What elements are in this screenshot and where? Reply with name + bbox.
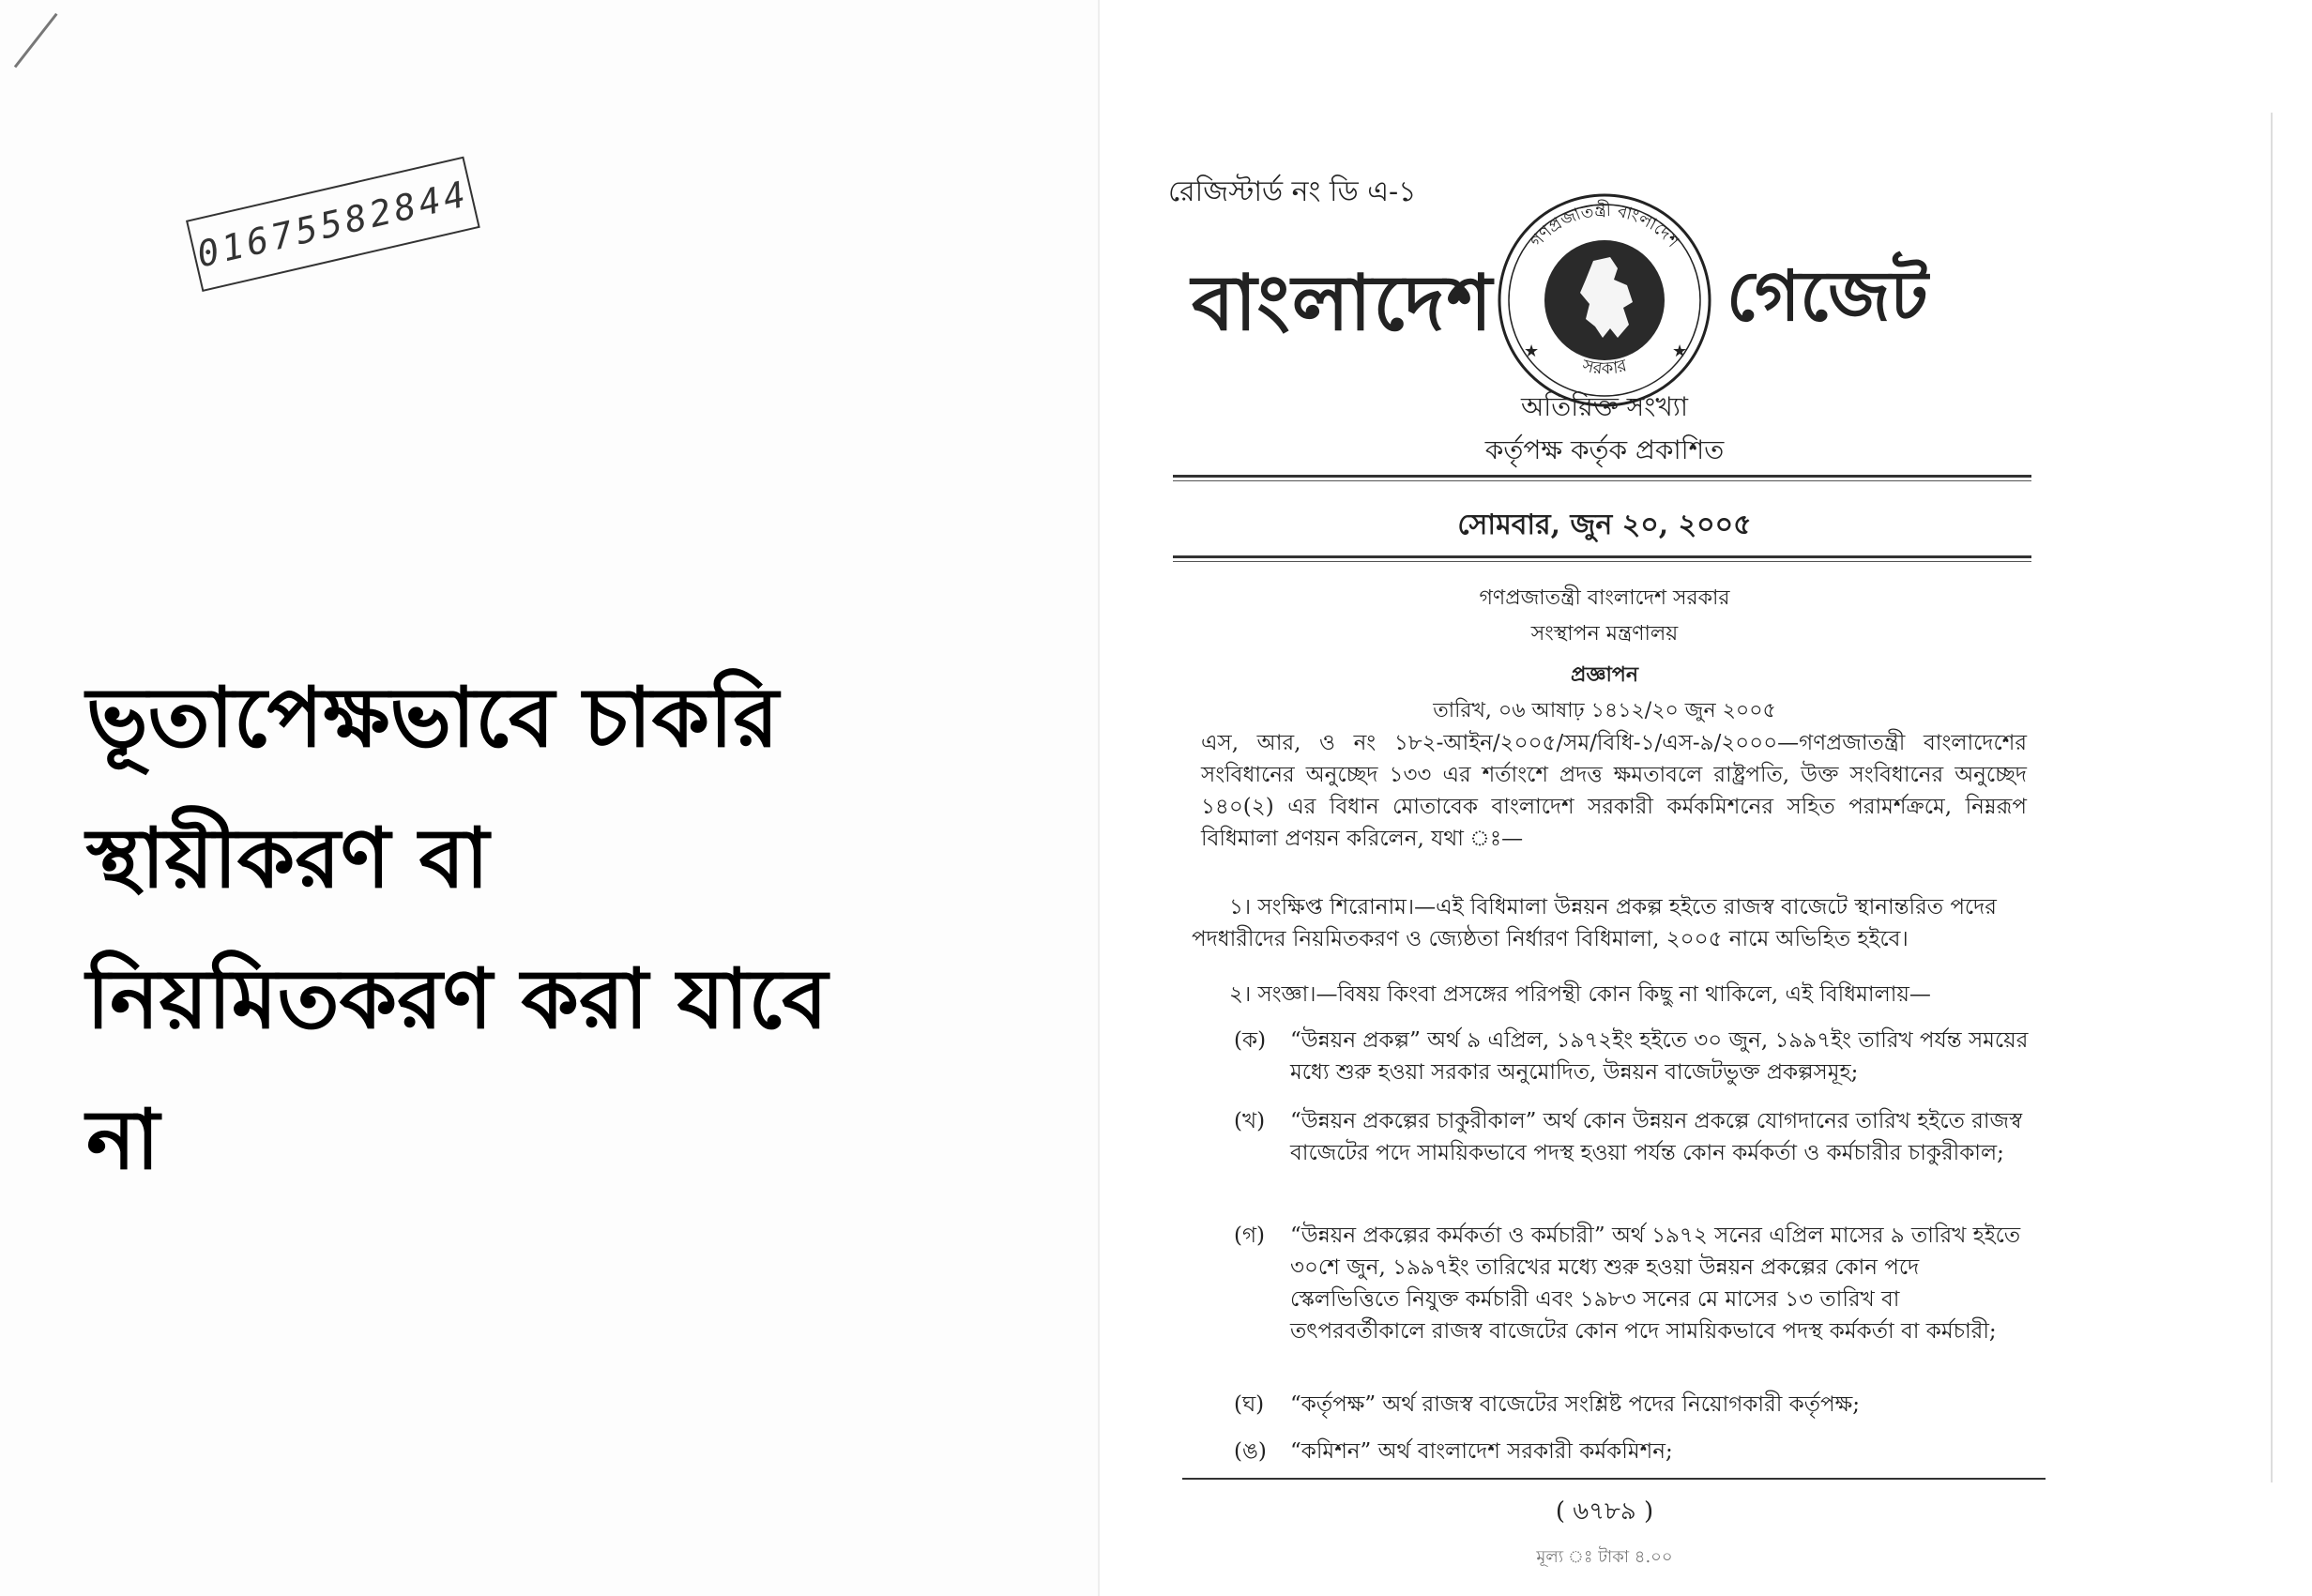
emblem-text-top: গণপ্রজাতন্ত্রী বাংলাদেশ — [1526, 200, 1683, 251]
page-edge — [2271, 113, 2273, 1482]
svg-text:★: ★ — [1524, 342, 1540, 361]
government-name: গণপ্রজাতন্ত্রী বাংলাদেশ সরকার — [1479, 586, 1730, 610]
page-fold — [1098, 0, 1100, 1596]
notice-heading: প্রজ্ঞাপন — [1571, 662, 1638, 687]
definition-text: “কর্তৃপক্ষ” অর্থ রাজস্ব বাজেটের সংশ্লিষ্ট পদের নিয়োগকারী কর্তৃপক্ষ; — [1290, 1392, 1860, 1417]
section-1-title: ১। সংক্ষিপ্ত শিরোনাম।—এই বিধিমালা উন্নয়ন প্রকল্প হইতে রাজস্ব বাজেটে স্থানান্তরিত পদের পদধারীদের নিয়মিতকরণ ও জ্যেষ্ঠতা নির্ধারণ বিধিমালা, ২০০৫ নামে অভিহিত হইবে। — [1192, 895, 1997, 951]
government-seal-icon — [1492, 188, 1717, 413]
header-rule-bottom — [1173, 555, 2031, 558]
section-2-definitions: ২। সংজ্ঞা।—বিষয় কিংবা প্রসঙ্গের পরিপন্থী কোন কিছু না থাকিলে, এই বিধিমালায়— — [1229, 982, 1931, 1007]
footer-rule — [1182, 1478, 2046, 1480]
definition-marker: (ক) — [1234, 1028, 1267, 1053]
definition-ka — [1234, 1025, 2031, 1088]
definition-gha — [1234, 1389, 2031, 1421]
header-rule-top — [1173, 475, 2031, 478]
notice-date: তারিখ, ০৬ আষাঢ় ১৪১২/২০ জুন ২০০৫ — [1433, 699, 1776, 722]
gazette-subtitle-published: কর্তৃপক্ষ কর্তৃক প্রকাশিত — [1484, 434, 1725, 465]
gazette-title-left: বাংলাদেশ — [1192, 258, 1495, 348]
definition-marker: (গ) — [1234, 1224, 1266, 1248]
staple-mark — [14, 13, 58, 68]
definition-marker: (ঘ) — [1234, 1392, 1265, 1417]
definition-nga — [1234, 1436, 2031, 1467]
left-page — [0, 0, 1098, 1596]
registration-number: রেজিস্টার্ড নং ডি এ-১ — [1168, 175, 1417, 208]
heading-line-3: নিয়মিতকরণ করা যাবে — [86, 950, 829, 1047]
gazette-title-right: গেজেট — [1726, 256, 1928, 337]
definition-text: “উন্নয়ন প্রকল্পের চাকুরীকাল” অর্থ কোন উন্নয়ন প্রকল্পে যোগদানের তারিখ হইতে রাজস্ব বাজেটের পদে সাময়িকভাবে পদস্থ হওয়া পর্যন্ত কোন কর্মকর্তা ও কর্মচারীর চাকুরীকাল; — [1290, 1109, 2023, 1165]
definition-marker: (খ) — [1234, 1109, 1266, 1133]
gazette-page — [1135, 141, 2074, 1567]
definition-text: “কমিশন” অর্থ বাংলাদেশ সরকারী কর্মকমিশন; — [1290, 1439, 1673, 1464]
definition-text: “উন্নয়ন প্রকল্প” অর্থ ৯ এপ্রিল, ১৯৭২ইং হইতে ৩০ জুন, ১৯৯৭ইং তারিখ পর্যন্ত সময়ের মধ্যে শুরু হওয়া সরকার অনুমোদিত, উন্নয়ন বাজেটভুক্ত প্রকল্পসমূহ; — [1290, 1028, 2029, 1085]
definition-marker: (ঙ) — [1234, 1439, 1267, 1464]
page-number: ( ৬৭৮৯ ) — [1555, 1497, 1654, 1526]
definition-ga — [1234, 1220, 2031, 1347]
bleed-through-text: মূল্য ঃ টাকা ৪.০০ — [1536, 1547, 1673, 1567]
definition-text: “উন্নয়ন প্রকল্পের কর্মকর্তা ও কর্মচারী” অর্থ ১৯৭২ সনের এপ্রিল মাসের ৯ তারিখ হইতে ৩০শে জুন, ১৯৯৭ইং তারিখের মধ্যে শুরু হওয়া উন্নয়ন প্রকল্পের কোন পদে স্কেলভিত্তিতে নিযুক্ত কর্মচারী এবং ১৯৮৩ সনের মে মাসের ১৩ তারিখ বা তৎপরবর্তীকালে রাজস্ব বাজেটের কোন পদে সাময়িকভাবে পদস্থ কর্মকর্তা বা কর্মচারী; — [1290, 1224, 2021, 1344]
header-rule-top-thin — [1173, 480, 2031, 481]
heading-block — [86, 647, 1025, 1210]
publication-date: সোমবার, জুন ২০, ২০০৫ — [1457, 509, 1752, 541]
definition-kha — [1234, 1105, 2031, 1169]
gazette-subtitle-extra: অতিরিক্ত সংখ্যা — [1521, 391, 1688, 422]
svg-text:সরকার — [1579, 356, 1629, 379]
heading-line-2: স্থায়ীকরণ বা — [86, 810, 490, 906]
preamble-paragraph: এস, আর, ও নং ১৮২-আইন/২০০৫/সম/বিধি-১/এস-৯/২০০০—গণপ্রজাতন্ত্রী বাংলাদেশের সংবিধানের অনুচ্ছেদ ১৩৩ এর শর্তাংশে প্রদত্ত ক্ষমতাবলে রাষ্ট্রপতি, উক্ত সংবিধানের অনুচ্ছেদ ১৪০(২) এর বিধান মোতাবেক বাংলাদেশ সরকারী কর্মকমিশনের সহিত পরামর্শক্রমে, নিম্নরূপ বিধিমালা প্রণয়ন করিলেন, যথা ঃ— — [1201, 731, 2027, 851]
heading-line-1: ভূতাপেক্ষভাবে চাকরি — [86, 669, 779, 766]
handwritten-phone-note: 01675582844 — [186, 157, 480, 292]
ministry-name: সংস্থাপন মন্ত্রণালয় — [1530, 622, 1679, 646]
emblem-text-bottom: সরকার — [1580, 356, 1629, 379]
svg-text:★: ★ — [1672, 342, 1688, 361]
heading-line-4: না — [86, 1091, 160, 1188]
header-rule-bottom-thin — [1173, 561, 2031, 562]
